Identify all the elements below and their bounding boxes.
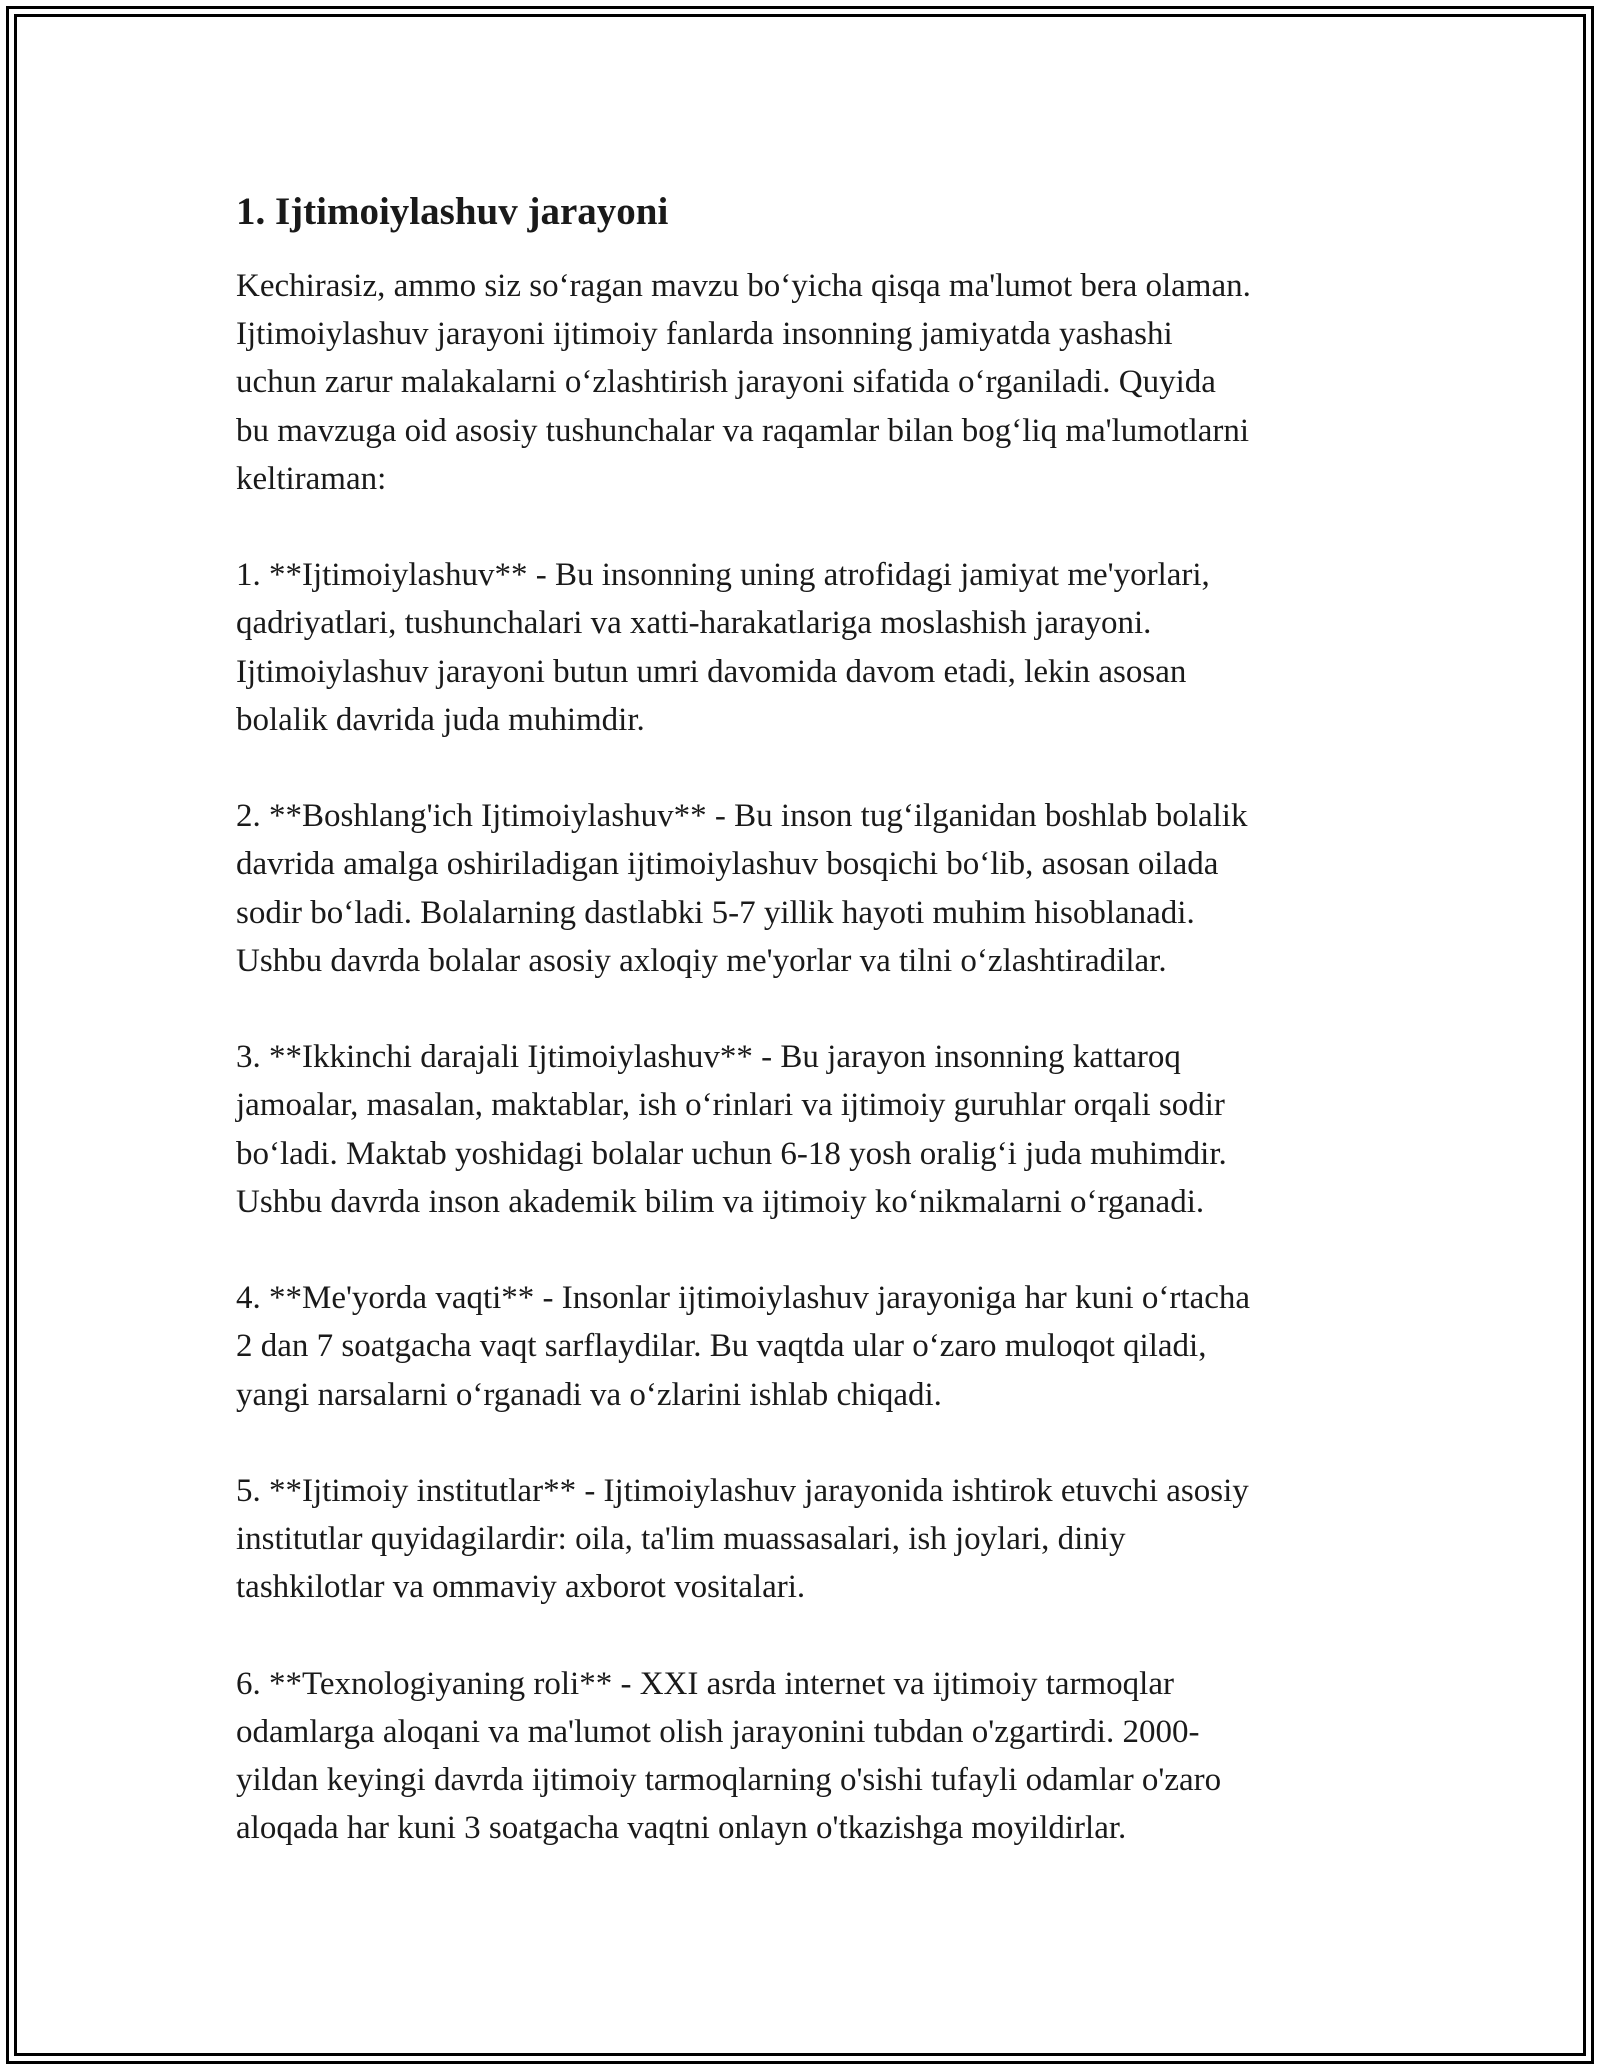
- text-line: 6. **Texnologiyaning roli** - XXI asrda internet va ijtimoiy tarmoqlar: [236, 1665, 1174, 1702]
- text-line: Ushbu davrda bolalar asosiy axloqiy me'yorlar va tilni o‘zlashtiradilar.: [236, 942, 1167, 979]
- text-line: yangi narsalarni o‘rganadi va o‘zlarini ishlab chiqadi.: [236, 1376, 942, 1413]
- text-line: uchun zarur malakalarni o‘zlashtirish jarayoni sifatida o‘rganiladi. Quyida: [236, 364, 1216, 401]
- text-line: 5. **Ijtimoiy institutlar** - Ijtimoiylashuv jarayonida ishtirok etuvchi asosiy: [236, 1473, 1249, 1509]
- text-line: Ijtimoiylashuv jarayoni ijtimoiy fanlarda insonning jamiyatda yashashi: [236, 316, 1173, 353]
- list-item-5: [236, 1467, 1376, 1612]
- text-line: 1. **Ijtimoiylashuv** - Bu insonning uning atrofidagi jamiyat me'yorlari,: [236, 557, 1210, 594]
- text-line: aloqada har kuni 3 soatgacha vaqtni onlayn o'tkazishga moyildirlar.: [236, 1810, 1127, 1847]
- section-heading: 1. Ijtimoiylashuv jarayoni: [236, 190, 669, 233]
- text-line: odamlarga aloqani va ma'lumot olish jarayonini tubdan o'zgartirdi. 2000-: [236, 1714, 1200, 1750]
- text-line: 4. **Me'yorda vaqti** - Insonlar ijtimoiylashuv jarayoniga har kuni o‘rtacha: [236, 1280, 1251, 1317]
- text-line: yildan keyingi davrda ijtimoiy tarmoqlarning o'sishi tufayli odamlar o'zaro: [236, 1762, 1222, 1799]
- text-line: institutlar quyidagilardir: oila, ta'lim muassasalari, ish joylari, diniy: [236, 1521, 1126, 1558]
- text-line: 2. **Boshlang'ich Ijtimoiylashuv** - Bu inson tug‘ilganidan boshlab bolalik: [236, 798, 1248, 835]
- text-line: tashkilotlar va ommaviy axborot vositalari.: [236, 1569, 806, 1606]
- list-item-2: [236, 792, 1376, 985]
- text-line: davrida amalga oshiriladigan ijtimoiylashuv bosqichi bo‘lib, asosan oilada: [236, 846, 1219, 883]
- document-body: [236, 186, 1376, 1853]
- text-line: bolalik davrida juda muhimdir.: [236, 701, 645, 738]
- text-line: 3. **Ikkinchi darajali Ijtimoiylashuv** - Bu jarayon insonning kattaroq: [236, 1039, 1181, 1076]
- text-line: sodir bo‘ladi. Bolalarning dastlabki 5-7 yillik hayoti muhim hisoblanadi.: [236, 894, 1195, 931]
- text-line: keltiraman:: [236, 460, 387, 497]
- text-line: qadriyatlari, tushunchalari va xatti-harakatlariga moslashish jarayoni.: [236, 605, 1152, 642]
- text-line: jamoalar, masalan, maktablar, ish o‘rinlari va ijtimoiy guruhlar orqali sodir: [236, 1087, 1225, 1124]
- text-line: bo‘ladi. Maktab yoshidagi bolalar uchun 6-18 yosh oralig‘i juda muhimdir.: [236, 1135, 1227, 1172]
- text-line: 2 dan 7 soatgacha vaqt sarflaydilar. Bu vaqtda ular o‘zaro muloqot qiladi,: [236, 1328, 1207, 1365]
- text-line: Kechirasiz, ammo siz so‘ragan mavzu bo‘yicha qisqa ma'lumot bera olaman.: [236, 268, 1251, 304]
- list-item-6: [236, 1660, 1376, 1853]
- list-item-4: [236, 1274, 1376, 1419]
- text-line: Ushbu davrda inson akademik bilim va ijtimoiy ko‘nikmalarni o‘rganadi.: [236, 1183, 1205, 1220]
- text-line: bu mavzuga oid asosiy tushunchalar va raqamlar bilan bog‘liq ma'lumotlarni: [236, 412, 1250, 449]
- list-item-1: [236, 551, 1376, 744]
- text-line: Ijtimoiylashuv jarayoni butun umri davomida davom etadi, lekin asosan: [236, 653, 1187, 690]
- intro-paragraph: [236, 262, 1376, 503]
- list-item-3: [236, 1033, 1376, 1226]
